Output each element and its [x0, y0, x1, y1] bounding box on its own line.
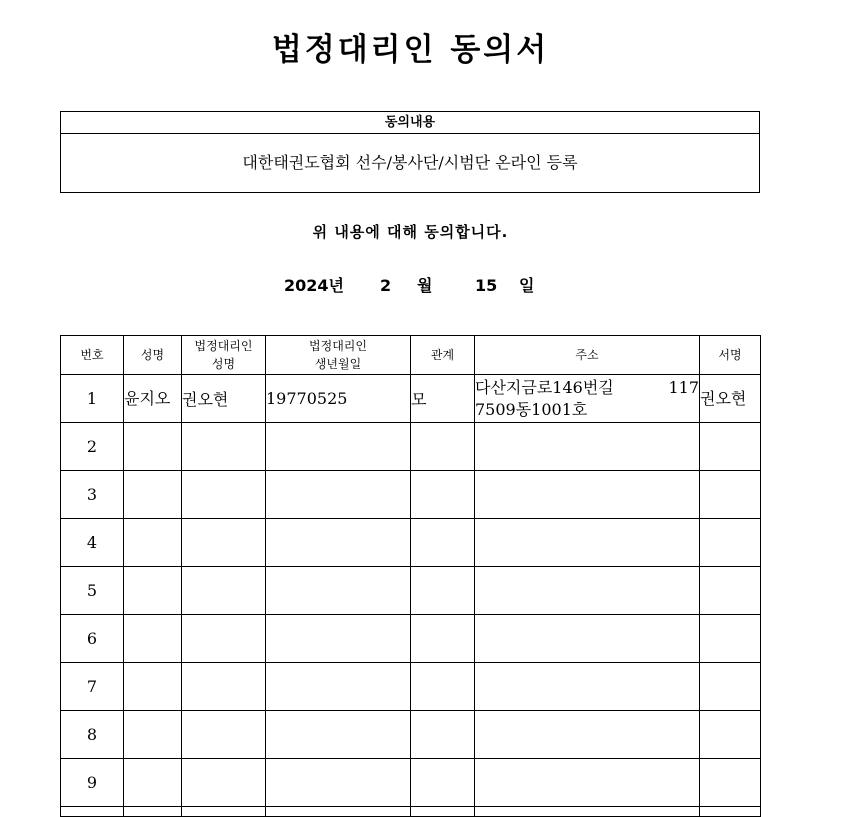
- address-street: 다산지금로146번길: [475, 377, 614, 397]
- table-row: [61, 711, 761, 759]
- cell-relation: [411, 663, 475, 711]
- cell-signature: [700, 471, 761, 519]
- cell-name: [124, 615, 182, 663]
- cell-signature: [700, 519, 761, 567]
- table-row: [61, 567, 761, 615]
- cell-signature: [700, 423, 761, 471]
- cell-relation: [411, 519, 475, 567]
- consent-content: 대한태권도협회 선수/봉사단/시범단 온라인 등록: [242, 153, 578, 172]
- cell-address: [475, 423, 700, 471]
- address-unit: 7509동1001호: [475, 399, 588, 419]
- cell-guardian-dob: [266, 615, 411, 663]
- date-day: 15: [475, 276, 498, 295]
- cell-relation: [411, 471, 475, 519]
- date-day-unit: 일: [519, 276, 535, 295]
- cell-signature: [700, 663, 761, 711]
- page-title: 법정대리인 동의서: [271, 32, 550, 68]
- cell-guardian-dob: [266, 567, 411, 615]
- cell-guardian-name: [182, 759, 266, 807]
- cell-guardian-name: [182, 423, 266, 471]
- table-row: [61, 423, 761, 471]
- cell-guardian-dob: [266, 711, 411, 759]
- header-signature: 서명: [700, 336, 761, 375]
- cell-name: [124, 663, 182, 711]
- table-row: [61, 375, 761, 423]
- cell-no: 7: [61, 663, 124, 711]
- cell-guardian-name: [182, 711, 266, 759]
- cell-guardian-dob: [266, 519, 411, 567]
- cell-guardian-name: [182, 567, 266, 615]
- cell-name: [124, 759, 182, 807]
- cell-no: 4: [61, 519, 124, 567]
- cell-name: 윤지오: [124, 375, 182, 423]
- guardian-table: [60, 335, 761, 817]
- cell-name: [124, 471, 182, 519]
- cell-relation: 모: [411, 375, 475, 423]
- cell-relation: [411, 423, 475, 471]
- cell-address: [475, 759, 700, 807]
- cell-guardian-name: [182, 615, 266, 663]
- cell-empty: [475, 807, 700, 817]
- cell-name: [124, 567, 182, 615]
- cell-guardian-name: [182, 471, 266, 519]
- cell-signature: [700, 759, 761, 807]
- cell-name: [124, 423, 182, 471]
- cell-no: 1: [61, 375, 124, 423]
- date-year: 2024년: [284, 276, 344, 295]
- cell-address: [475, 471, 700, 519]
- date-month-unit: 월: [417, 276, 433, 295]
- cell-empty: [182, 807, 266, 817]
- cell-signature: [700, 567, 761, 615]
- cell-guardian-dob: 19770525: [266, 375, 411, 423]
- cell-address: [475, 375, 700, 423]
- date-month: 2: [380, 276, 392, 295]
- cell-no: 3: [61, 471, 124, 519]
- cell-address: [475, 711, 700, 759]
- cell-empty: [411, 807, 475, 817]
- cell-address: [475, 663, 700, 711]
- consent-header: 동의내용: [61, 112, 759, 134]
- cell-no: 8: [61, 711, 124, 759]
- table-row: [61, 519, 761, 567]
- header-address: 주소: [475, 336, 700, 375]
- cell-empty: [124, 807, 182, 817]
- table-row: [61, 471, 761, 519]
- cell-relation: [411, 759, 475, 807]
- agreement-text: 위 내용에 대해 동의합니다.: [312, 223, 509, 241]
- cell-no: 6: [61, 615, 124, 663]
- table-row: [61, 615, 761, 663]
- cell-no: 9: [61, 759, 124, 807]
- header-name: 성명: [124, 336, 182, 375]
- cell-address: [475, 567, 700, 615]
- cell-empty: [61, 807, 124, 817]
- cell-empty: [700, 807, 761, 817]
- cell-relation: [411, 615, 475, 663]
- cell-guardian-dob: [266, 471, 411, 519]
- cell-guardian-name: 권오현: [182, 375, 266, 423]
- cell-relation: [411, 711, 475, 759]
- header-guardian-name: 법정대리인 성명: [182, 336, 266, 375]
- cell-guardian-dob: [266, 663, 411, 711]
- cell-guardian-name: [182, 519, 266, 567]
- cell-guardian-dob: [266, 423, 411, 471]
- table-row-partial: [61, 807, 761, 817]
- cell-no: 5: [61, 567, 124, 615]
- consent-box: [60, 111, 760, 193]
- table-row: [61, 759, 761, 807]
- cell-name: [124, 711, 182, 759]
- address-number: 117: [668, 377, 699, 397]
- cell-guardian-name: [182, 663, 266, 711]
- cell-guardian-dob: [266, 759, 411, 807]
- cell-address: [475, 615, 700, 663]
- table-header-row: [61, 336, 761, 375]
- cell-relation: [411, 567, 475, 615]
- cell-no: 2: [61, 423, 124, 471]
- cell-signature: [700, 615, 761, 663]
- header-no: 번호: [61, 336, 124, 375]
- table-row: [61, 663, 761, 711]
- cell-signature: [700, 711, 761, 759]
- cell-address: [475, 519, 700, 567]
- cell-signature: 권오현: [700, 375, 761, 423]
- cell-name: [124, 519, 182, 567]
- header-guardian-dob: 법정대리인 생년월일: [266, 336, 411, 375]
- header-relation: 관계: [411, 336, 475, 375]
- cell-empty: [266, 807, 411, 817]
